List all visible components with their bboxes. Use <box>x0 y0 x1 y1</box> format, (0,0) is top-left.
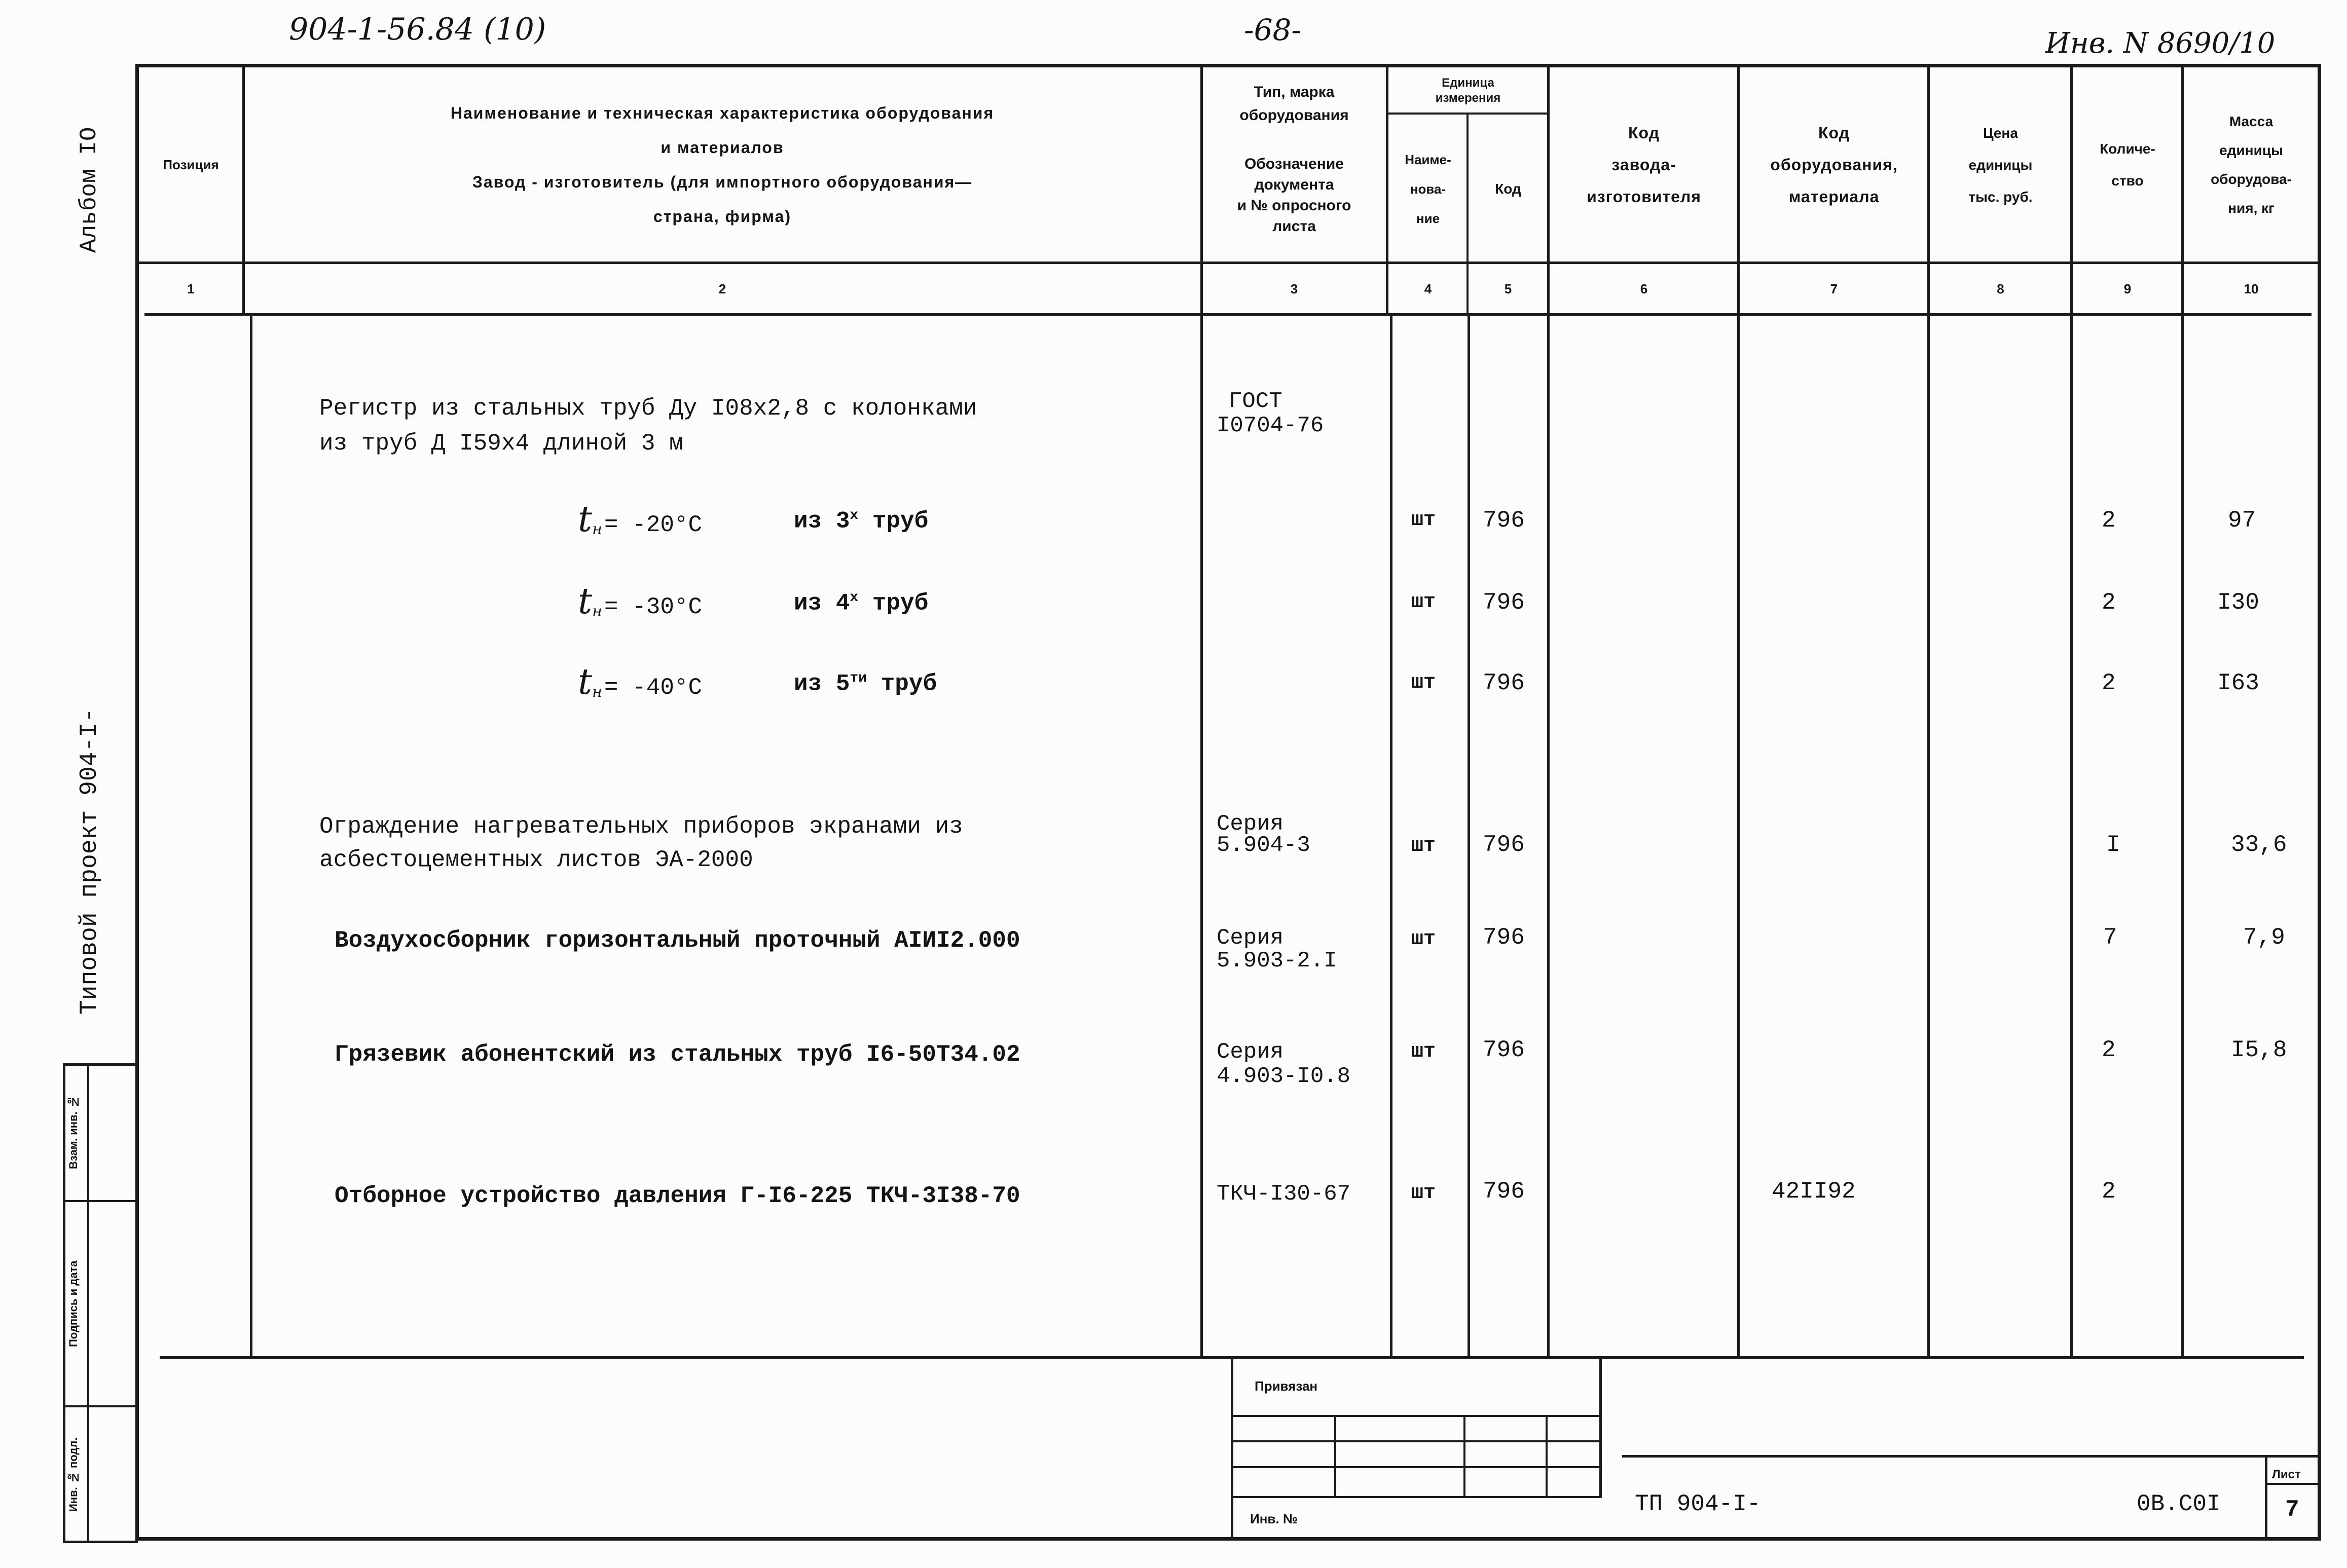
item-quantity: 2 <box>2102 589 2116 616</box>
item-name: Грязевик абонентский из стальных труб I6-50Т34.02 <box>335 1041 1020 1068</box>
col-number: 8 <box>1997 281 2004 296</box>
item-unit: шт <box>1411 671 1436 694</box>
item-mass: I30 <box>2217 589 2259 616</box>
temperature-formula: tн= -30°C <box>578 580 703 622</box>
item-quantity: 2 <box>2102 670 2116 696</box>
project-code: ТП 904-I- <box>1635 1491 1761 1517</box>
col-number: 5 <box>1504 281 1512 296</box>
item-unit-code: 796 <box>1483 1178 1525 1205</box>
sheet-label: Лист <box>2272 1468 2301 1481</box>
header-plant-code: Код завода- изготовителя <box>1587 123 1701 206</box>
project-label: Типовой проект 904-I- <box>76 708 103 1015</box>
item-doc: Серия <box>1217 811 1284 837</box>
item-unit-code: 796 <box>1483 832 1525 858</box>
item-name: Отборное устройство давления Г-I6-225 ТКЧ-3I38-70 <box>335 1183 1020 1209</box>
item-name: из труб Д I59x4 длиной 3 м <box>319 430 683 457</box>
item-mass: I5,8 <box>2231 1037 2287 1063</box>
item-name: Регистр из стальных труб Ду I08x2,8 с колонками <box>319 395 977 422</box>
header-price: Цена единицы тыс. руб. <box>1968 125 2033 205</box>
document-code: 0В.С0I <box>2137 1491 2221 1517</box>
stamp-original-inv-label: Инв. № подл. <box>67 1437 80 1512</box>
item-doc: 5.904-3 <box>1217 833 1310 858</box>
item-unit: шт <box>1411 591 1436 614</box>
item-unit: шт <box>1411 1040 1436 1063</box>
header-unit-code: Код <box>1495 181 1521 197</box>
item-unit: шт <box>1411 1182 1436 1205</box>
header-unit-name: Наиме- нова- ние <box>1405 152 1451 226</box>
item-doc: Серия <box>1217 1039 1284 1065</box>
item-unit: шт <box>1411 928 1436 951</box>
item-unit-code: 796 <box>1483 507 1525 534</box>
item-mass: 97 <box>2228 507 2256 534</box>
header-name: Наименование и техническая характеристика оборудования и материалов Завод - изготовитель (для импортного оборудования— страна, фирма) <box>450 104 995 226</box>
col-number: 1 <box>187 281 195 296</box>
header-type: Тип, марка оборудования <box>1239 84 1349 124</box>
item-quantity: 2 <box>2102 1037 2116 1063</box>
col-number: 9 <box>2123 281 2132 296</box>
item-unit-code: 796 <box>1483 589 1525 616</box>
col-number: 3 <box>1290 281 1298 296</box>
header-equipment-code: Код оборудования, материала <box>1770 123 1898 206</box>
item-doc: Серия <box>1217 925 1284 951</box>
item-quantity: 2 <box>2102 507 2116 534</box>
item-doc: ГОСТ <box>1229 389 1282 414</box>
item-doc: 5.903-2.I <box>1217 948 1337 974</box>
item-unit: шт <box>1411 509 1436 532</box>
inventory-number-label: Инв. № <box>1250 1511 1298 1526</box>
temperature-formula: tн= -40°C <box>578 661 703 702</box>
stamp-replacement-label: Взам. инв. № <box>67 1096 80 1170</box>
inventory-mark: Инв. N 8690/10 <box>2045 27 2276 60</box>
col-number: 2 <box>718 281 726 296</box>
stamp-signature-label: Подпись и дата <box>67 1260 80 1347</box>
series-mark: 904-1-56.84 (10) <box>289 12 546 47</box>
header-unit: Единица измерения <box>1435 76 1501 105</box>
item-unit: шт <box>1411 835 1436 857</box>
attached-label: Привязан <box>1255 1378 1318 1394</box>
item-unit-code: 796 <box>1483 924 1525 951</box>
item-mass: I63 <box>2217 670 2259 696</box>
item-quantity: 2 <box>2102 1178 2116 1205</box>
header-mass: Масса единицы оборудова- ния, кг <box>2211 114 2292 216</box>
item-unit-code: 796 <box>1483 1037 1525 1063</box>
album-label: Альбом IO <box>76 127 102 253</box>
pipe-count: из $4^х$ труб <box>794 590 929 617</box>
col-number: 6 <box>1640 281 1648 296</box>
col-number: 4 <box>1424 281 1432 296</box>
col-number: 7 <box>1830 281 1838 296</box>
item-doc: 4.903-I0.8 <box>1217 1064 1351 1089</box>
page-number: -68- <box>1244 13 1301 47</box>
header-doc: Обозначение документа и № опросного листа <box>1237 156 1351 235</box>
item-mass: 33,6 <box>2231 832 2287 858</box>
col-number: 10 <box>2244 281 2259 296</box>
item-doc: ТКЧ-I30-67 <box>1217 1181 1351 1207</box>
item-name: Ограждение нагревательных приборов экранами из <box>319 813 963 840</box>
pipe-count: из $3^х$ труб <box>794 508 929 535</box>
item-quantity: 7 <box>2103 924 2117 951</box>
item-quantity: I <box>2106 832 2120 858</box>
header-position: Позиция <box>163 157 219 172</box>
header-quantity: Количе- ство <box>2100 141 2155 189</box>
item-mass: 7,9 <box>2243 924 2285 951</box>
temperature-formula: tн= -20°C <box>578 498 703 540</box>
item-name: Воздухосборник горизонтальный проточный АIИI2.000 <box>335 927 1020 954</box>
item-name: асбестоцементных листов ЭА-2000 <box>319 847 753 873</box>
item-unit-code: 796 <box>1483 670 1525 696</box>
pipe-count: из $5^{ти}$ труб <box>794 670 937 697</box>
sheet-number: 7 <box>2285 1497 2299 1523</box>
item-doc: I0704-76 <box>1217 413 1324 438</box>
item-equipment-code: 42II92 <box>1772 1178 1856 1205</box>
